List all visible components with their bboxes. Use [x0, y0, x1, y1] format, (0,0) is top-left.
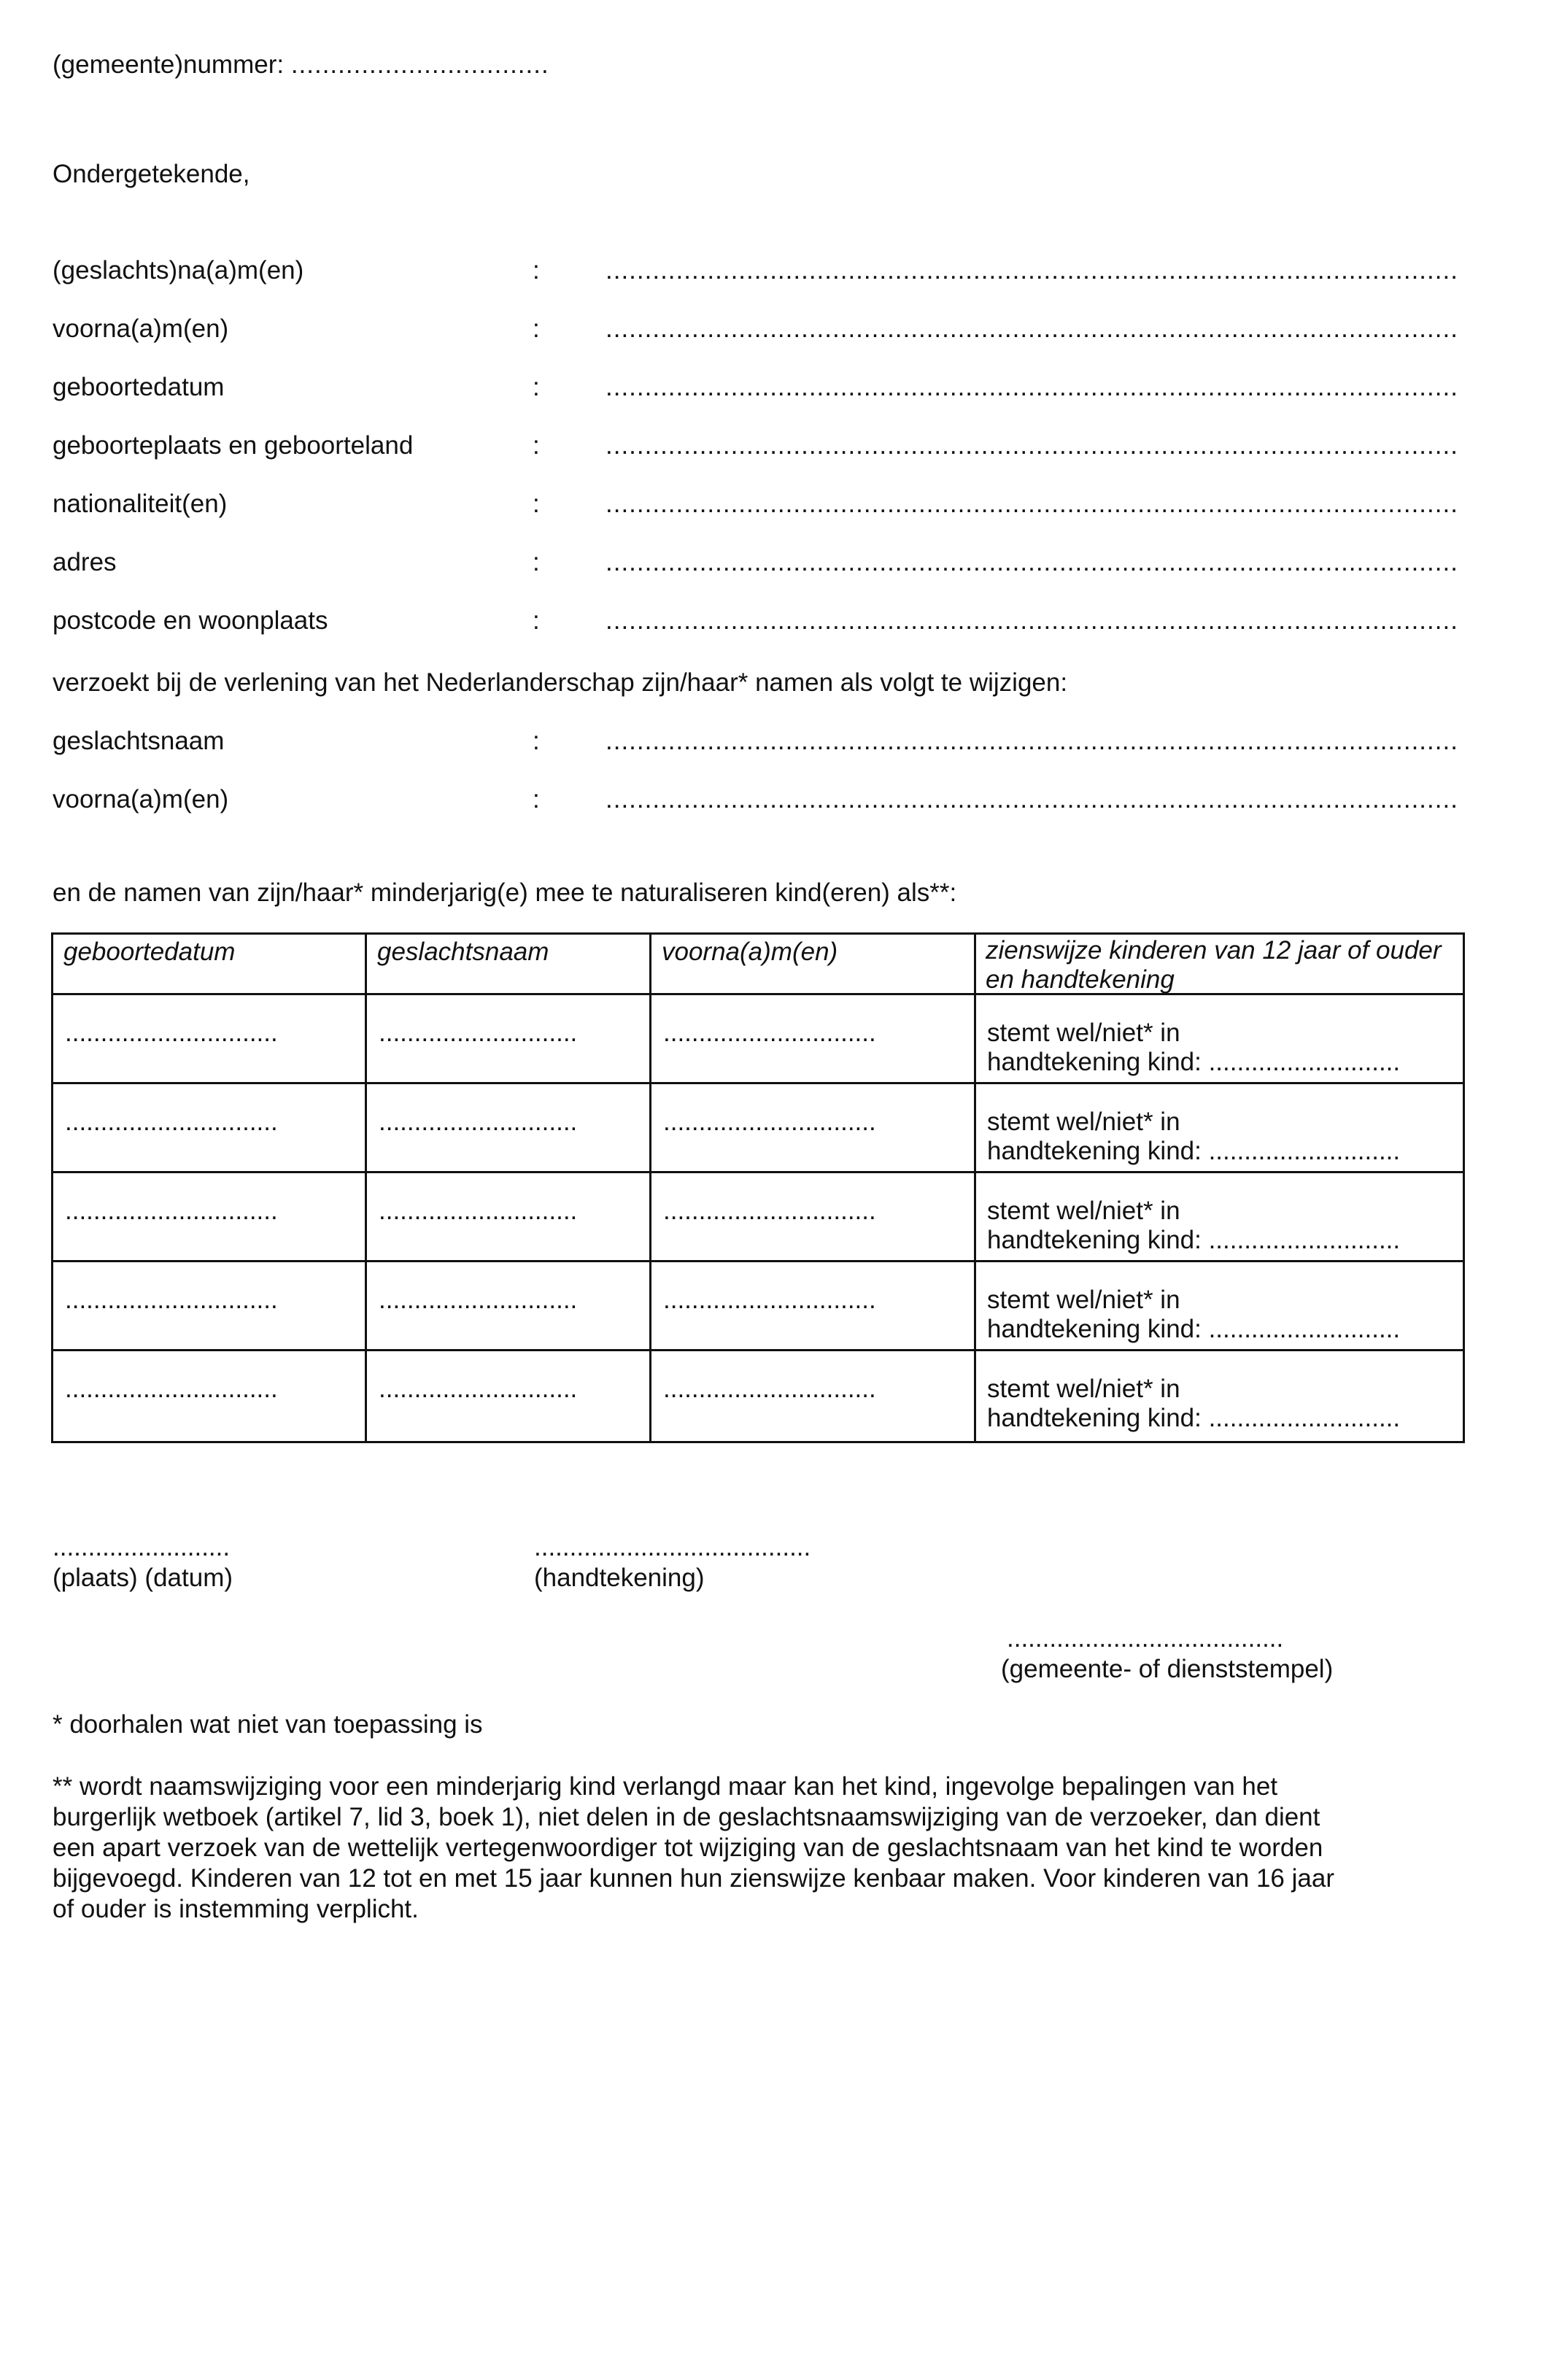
- child-firstnames-field[interactable]: ..............................: [663, 1286, 876, 1314]
- table-row-divider: [53, 1349, 1463, 1351]
- field-label-birthplace: geboorteplaats en geboorteland: [53, 431, 414, 460]
- request-text: verzoekt bij de verlening van het Nederlanderschap zijn/haar* namen als volgt te wijzigen:: [53, 668, 1068, 697]
- field-colon: :: [533, 373, 540, 401]
- municipality-number-field[interactable]: .................................: [290, 50, 549, 79]
- field-input-birthplace[interactable]: .............................................................................................................: [606, 431, 1458, 460]
- table-column-divider: [649, 935, 651, 1441]
- field-colon: :: [533, 256, 540, 285]
- table-column-divider: [365, 935, 367, 1441]
- field-label-birthdate: geboortedatum: [53, 373, 225, 401]
- child-birthdate-field[interactable]: ..............................: [65, 1108, 278, 1136]
- child-signature-field[interactable]: handtekening kind: ...........................: [987, 1404, 1401, 1432]
- child-firstnames-field[interactable]: ..............................: [663, 1019, 876, 1047]
- field-input-address[interactable]: .............................................................................................................: [606, 548, 1458, 576]
- child-consent-text[interactable]: stemt wel/niet* in: [987, 1108, 1180, 1136]
- field-input-new-surname[interactable]: .............................................................................................................: [606, 727, 1458, 755]
- child-surname-field[interactable]: ............................: [379, 1375, 578, 1403]
- municipality-number-label: (gemeente)nummer:: [53, 50, 285, 79]
- footnote-minor-child: ** wordt naamswijziging voor een minderjarig kind verlangd maar kan het kind, ingevolge bepalingen van het burgerlijk wetboek (artikel 7, lid 3, boek 1), niet delen in de geslachtsnaamswijziging van de verzoeker, dan dient een apart verzoek van de wettelijk vertegenwoordiger tot wijziging van de geslachtsnaam van het kind te worden bijgevoegd. Kinderen van 12 tot en met 15 jaar kunnen hun zienswijze kenbaar maken. Voor kinderen van 16 jaar of ouder is instemming verplicht.: [53, 1772, 1334, 1923]
- signature-field[interactable]: .......................................: [534, 1533, 811, 1561]
- field-label-postcode: postcode en woonplaats: [53, 606, 328, 635]
- place-date-field[interactable]: .........................: [53, 1533, 231, 1561]
- field-label-new-surname: geslachtsnaam: [53, 727, 225, 755]
- field-label-new-firstnames: voorna(a)m(en): [53, 785, 229, 814]
- field-colon: :: [533, 727, 540, 755]
- field-input-postcode[interactable]: .............................................................................................................: [606, 606, 1458, 635]
- stamp-label: (gemeente- of dienststempel): [1001, 1655, 1334, 1683]
- field-colon: :: [533, 606, 540, 635]
- field-input-firstnames[interactable]: .............................................................................................................: [606, 314, 1458, 343]
- field-colon: :: [533, 785, 540, 814]
- field-input-birthdate[interactable]: .............................................................................................................: [606, 373, 1458, 401]
- child-firstnames-field[interactable]: ..............................: [663, 1108, 876, 1136]
- place-date-label: (plaats) (datum): [53, 1564, 233, 1592]
- table-header-firstnames: voorna(a)m(en): [662, 938, 838, 966]
- field-label-address: adres: [53, 548, 117, 576]
- greeting: Ondergetekende,: [53, 160, 250, 188]
- child-birthdate-field[interactable]: ..............................: [65, 1286, 278, 1314]
- field-label-firstnames: voorna(a)m(en): [53, 314, 229, 343]
- table-header-child-opinion: zienswijze kinderen van 12 jaar of ouder en handtekening: [986, 936, 1442, 994]
- child-consent-text[interactable]: stemt wel/niet* in: [987, 1019, 1180, 1047]
- field-input-nationality[interactable]: .............................................................................................................: [606, 490, 1458, 518]
- child-consent-text[interactable]: stemt wel/niet* in: [987, 1375, 1180, 1403]
- child-birthdate-field[interactable]: ..............................: [65, 1019, 278, 1047]
- table-column-divider: [974, 935, 976, 1441]
- child-signature-field[interactable]: handtekening kind: ...........................: [987, 1315, 1401, 1343]
- signature-label: (handtekening): [534, 1564, 705, 1592]
- child-surname-field[interactable]: ............................: [379, 1197, 578, 1225]
- child-surname-field[interactable]: ............................: [379, 1286, 578, 1314]
- child-firstnames-field[interactable]: ..............................: [663, 1197, 876, 1225]
- child-birthdate-field[interactable]: ..............................: [65, 1197, 278, 1225]
- child-birthdate-field[interactable]: ..............................: [65, 1375, 278, 1403]
- table-row-divider: [53, 1171, 1463, 1173]
- field-input-new-firstnames[interactable]: .............................................................................................................: [606, 785, 1458, 814]
- child-consent-text[interactable]: stemt wel/niet* in: [987, 1197, 1180, 1225]
- table-row-divider: [53, 1082, 1463, 1084]
- children-intro: en de namen van zijn/haar* minderjarig(e) mee te naturaliseren kind(eren) als**:: [53, 878, 957, 907]
- field-colon: :: [533, 548, 540, 576]
- field-label-nationality: nationaliteit(en): [53, 490, 228, 518]
- field-label-surname: (geslachts)na(a)m(en): [53, 256, 304, 285]
- footnote-strike: * doorhalen wat niet van toepassing is: [53, 1710, 483, 1739]
- child-surname-field[interactable]: ............................: [379, 1108, 578, 1136]
- table-header-birthdate: geboortedatum: [63, 938, 236, 966]
- child-firstnames-field[interactable]: ..............................: [663, 1375, 876, 1403]
- field-input-surname[interactable]: .............................................................................................................: [606, 256, 1458, 285]
- child-signature-field[interactable]: handtekening kind: ...........................: [987, 1048, 1401, 1076]
- child-surname-field[interactable]: ............................: [379, 1019, 578, 1047]
- municipality-number-line: [53, 50, 549, 80]
- stamp-field[interactable]: .......................................: [1007, 1624, 1284, 1653]
- field-colon: :: [533, 314, 540, 343]
- table-header-surname: geslachtsnaam: [377, 938, 549, 966]
- child-signature-field[interactable]: handtekening kind: ...........................: [987, 1137, 1401, 1165]
- child-signature-field[interactable]: handtekening kind: ...........................: [987, 1226, 1401, 1254]
- field-colon: :: [533, 431, 540, 460]
- child-consent-text[interactable]: stemt wel/niet* in: [987, 1286, 1180, 1314]
- children-table: [51, 932, 1465, 1443]
- table-row-divider: [53, 1260, 1463, 1262]
- field-colon: :: [533, 490, 540, 518]
